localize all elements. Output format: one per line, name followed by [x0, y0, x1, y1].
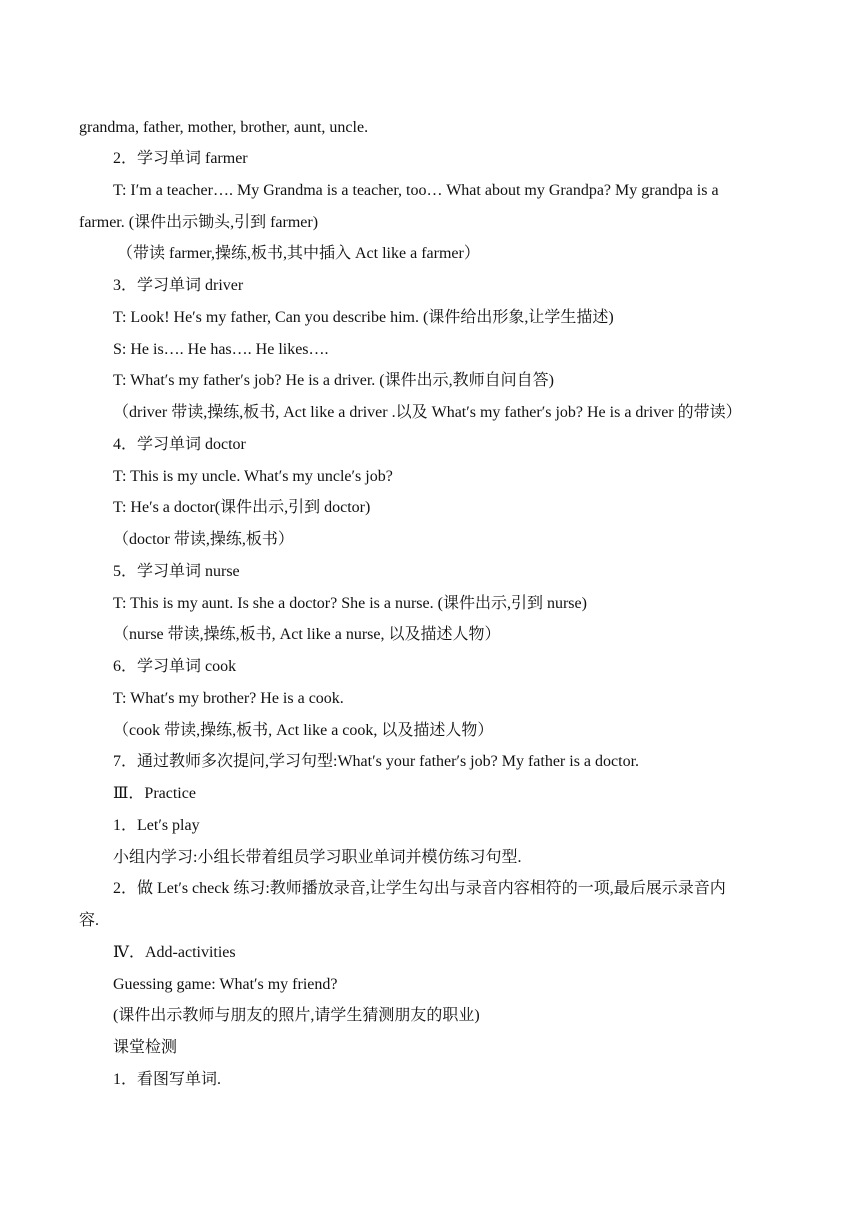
- text-line: T: He′s a doctor(课件出示,引到 doctor): [113, 499, 371, 516]
- text-line: （带读 farmer,操练,板书,其中插入 Act like a farmer）: [117, 245, 480, 262]
- text-line: T: Look! He′s my father, Can you describe him. (课件给出形象,让学生描述): [113, 309, 614, 326]
- text-line: T: I′m a teacher…. My Grandma is a teacher, too… What about my Grandpa? My grandpa is a: [113, 182, 719, 199]
- text-line: Ⅲ．Practice: [113, 785, 196, 802]
- text-line: （cook 带读,操练,板书, Act like a cook, 以及描述人物）: [113, 722, 494, 739]
- text-line: T: What′s my father′s job? He is a driver. (课件出示,教师自问自答): [113, 372, 554, 389]
- text-line: （doctor 带读,操练,板书）: [113, 531, 294, 548]
- text-line: 3．学习单词 driver: [113, 277, 244, 294]
- text-line: 6．学习单词 cook: [113, 658, 237, 675]
- text-line: 1．看图写单词.: [113, 1071, 222, 1088]
- text-line: 2．做 Let′s check 练习:教师播放录音,让学生勾出与录音内容相符的一项,最后展示录音内: [113, 880, 726, 897]
- text-line: 1．Let′s play: [113, 817, 200, 834]
- text-line: 7．通过教师多次提问,学习句型:What′s your father′s job? My father is a doctor.: [113, 753, 640, 770]
- text-line: S: He is…. He has…. He likes….: [113, 341, 329, 358]
- text-line: (课件出示教师与朋友的照片,请学生猜测朋友的职业): [113, 1007, 480, 1024]
- text-line: 容.: [79, 912, 100, 929]
- text-line: 小组内学习:小组长带着组员学习职业单词并模仿练习句型.: [113, 849, 522, 866]
- text-line: T: This is my uncle. What′s my uncle′s job?: [113, 468, 393, 485]
- text-line: 5．学习单词 nurse: [113, 563, 240, 580]
- text-line: （nurse 带读,操练,板书, Act like a nurse, 以及描述人物）: [113, 626, 501, 643]
- text-line: 2．学习单词 farmer: [113, 150, 248, 167]
- text-line: （driver 带读,操练,板书, Act like a driver .以及 What′s my father′s job? He is a driver 的带读）: [113, 404, 742, 421]
- text-line: 4．学习单词 doctor: [113, 436, 246, 453]
- text-line: T: This is my aunt. Is she a doctor? She is a nurse. (课件出示,引到 nurse): [113, 595, 587, 612]
- text-line: grandma, father, mother, brother, aunt, uncle.: [79, 119, 369, 136]
- text-line: Ⅳ．Add-activities: [113, 944, 236, 961]
- text-line: Guessing game: What′s my friend?: [113, 976, 338, 993]
- text-line: T: What′s my brother? He is a cook.: [113, 690, 344, 707]
- text-line: 课堂检测: [113, 1039, 178, 1056]
- text-line: farmer. (课件出示锄头,引到 farmer): [79, 214, 319, 231]
